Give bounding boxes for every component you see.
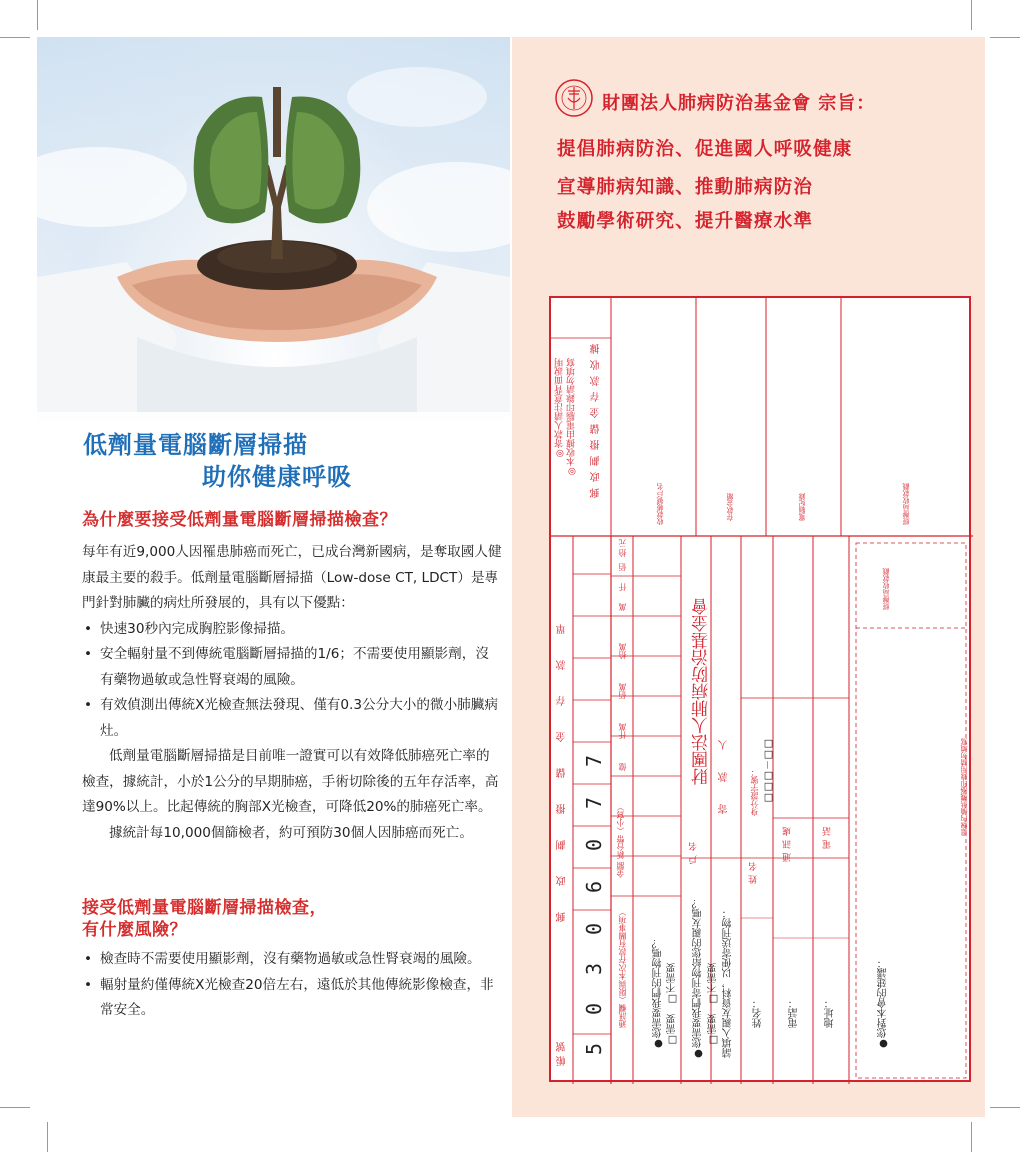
headline-line-1: 低劑量電腦斷層掃描	[83, 431, 308, 459]
question-friends: ●您需要我們寄刊物給您的親友嗎？	[693, 898, 704, 1059]
crop-mark	[0, 37, 30, 38]
account-digit: 0	[582, 1003, 606, 1016]
question-friends-options[interactable]: □需要 □不需要	[708, 963, 719, 1045]
risk-list	[82, 947, 502, 1024]
amount-unit: 仟萬	[618, 723, 627, 739]
memo-label: 通訊欄（限與本次存款有關事項）	[618, 908, 627, 1028]
receipt-field: 存款金額	[726, 493, 734, 521]
office-stamp-label: 經辦局收款戳	[882, 568, 890, 610]
id-label: 身分證字號：	[750, 768, 759, 816]
amount-unit: 佰	[618, 563, 627, 571]
headline-line-2: 助你健康呼吸	[202, 463, 352, 491]
crop-mark	[971, 1122, 972, 1152]
hero-image-lung-tree	[37, 37, 510, 412]
amount-label: 金額 新台幣（小寫）	[616, 803, 625, 878]
payee-name: 財團法人肺病防治基金會	[692, 598, 712, 785]
sender-label: 寄款人	[719, 718, 730, 814]
benefit-item: • 快速30秒內完成胸腔影像掃描。	[82, 617, 502, 643]
why-intro-paragraph: 每年有近9,000人因罹患肺癌而死亡，已成台灣新國病，是奪取國人健康最主要的殺手。低劑量電腦斷層掃描（Low-dose CT, LDCT）是專門針對肺臟的病灶所發展的，具有以下優點：	[82, 544, 502, 611]
crop-mark	[0, 1107, 30, 1108]
account-label: 帳號	[557, 1038, 568, 1066]
question-suggestions: ●您對本會的建議：	[878, 958, 889, 1049]
mission-line: 提倡肺病防治、促進國人呼吸健康	[557, 139, 853, 160]
amount-unit: 拾	[618, 549, 627, 557]
id-number-field[interactable]: □□□－□□	[763, 738, 774, 803]
risk-heading	[82, 897, 327, 941]
account-digit: 5	[582, 1043, 606, 1056]
amount-unit: 仟	[618, 583, 627, 591]
brochure-left-panel	[37, 37, 510, 1117]
account-digit: 3	[582, 963, 606, 976]
receipt-field: 收款帳號戶名	[656, 483, 664, 525]
payee-label: 戶名	[689, 838, 699, 864]
amount-unit: 佰萬	[618, 683, 627, 699]
benefit-item: • 安全輻射量不到傳統電腦斷層掃描的1/6；不需要使用顯影劑，沒有藥物過敏或急性腎衰竭的風險。	[82, 642, 502, 693]
amount-unit: 萬	[618, 603, 627, 611]
effectiveness-paragraph: 低劑量電腦斷層掃描是目前唯一證實可以有效降低肺癌死亡率的檢查，據統計，小於1公分的早期肺癌，手術切除後的五年存活率，高達90%以上。比起傳統的胸部X光檢查，可降低20%的肺癌死亡率。	[82, 748, 499, 815]
crop-mark	[971, 0, 972, 30]
crop-mark	[990, 1107, 1020, 1108]
risk-item: • 輻射量約僅傳統X光檢查20倍左右，遠低於其他傳統影像檢查，非常安全。	[82, 973, 502, 1024]
why-screening-body	[82, 540, 502, 846]
risk-heading-line-1: 接受低劑量電腦斷層掃描檢查，	[82, 898, 327, 918]
receipt-title: 郵政劃撥儲金存款收據	[591, 338, 602, 498]
address-label: 通訊處	[783, 823, 793, 862]
amount-unit: 億	[618, 763, 627, 771]
crop-mark	[990, 37, 1020, 38]
brochure-right-panel	[512, 37, 985, 1117]
note-top: ◎寄款人請注意背面說明	[555, 358, 565, 458]
risk-body	[82, 947, 502, 1024]
name-label: 姓名	[749, 858, 759, 884]
account-digit: 7	[582, 755, 606, 768]
mission-line: 鼓勵學術研究、提升醫療水準	[557, 211, 814, 232]
receipt-field: 經辦局收款戳	[902, 483, 910, 525]
office-note: 虛線內備供機器印錄用請勿填寫	[960, 738, 968, 836]
account-digit: 7	[582, 797, 606, 810]
foundation-title: 財團法人肺病防治基金會 宗旨：	[602, 93, 876, 114]
benefit-item: • 有效偵測出傳統X光檢查無法發現、僅有0.3公分大小的微小肺臟病灶。	[82, 693, 502, 744]
amount-unit: 拾萬	[618, 643, 627, 659]
account-digit: 0	[582, 839, 606, 852]
question-publication-options[interactable]: □需要 □不需要	[667, 963, 678, 1045]
risk-heading-line-2: 有什麼風險？	[82, 920, 187, 940]
benefits-list	[82, 617, 502, 745]
account-digit: 6	[582, 881, 606, 894]
phone-label: 電話	[823, 823, 833, 849]
friend-name-field[interactable]: 姓名：	[753, 998, 764, 1028]
postal-deposit-slip	[549, 296, 971, 1082]
crop-mark	[37, 0, 38, 30]
deposit-slip-grid	[551, 298, 973, 1084]
account-digit: 0	[582, 923, 606, 936]
note-bottom: ◎本收據由電腦印錄請勿填寫	[567, 358, 577, 476]
slip-title: 郵政劃撥儲金存款單	[557, 598, 568, 922]
why-screening-heading: 為什麼要接受低劑量電腦斷層掃描檢查？	[82, 510, 397, 530]
question-publication: ●您需要我們的刊物嗎？	[653, 938, 664, 1049]
friend-address-field[interactable]: 地址：	[825, 998, 836, 1028]
risk-item: • 檢查時不需要使用顯影劑，沒有藥物過敏或急性腎衰竭的風險。	[82, 947, 502, 973]
friend-phone-field[interactable]: 電話：	[789, 998, 800, 1028]
mission-line: 宣導肺病知識、推動肺病防治	[557, 177, 814, 198]
foundation-logo-icon	[554, 78, 594, 118]
statistics-paragraph: 據統計每10,000個篩檢者，約可預防30個人因肺癌而死亡。	[109, 824, 473, 841]
friends-note: 請填入親友資料，以便寄送刊物：	[723, 908, 734, 1058]
receipt-field: 電腦紀錄	[798, 493, 806, 521]
crop-mark	[47, 1122, 48, 1152]
amount-unit: 元	[618, 539, 627, 547]
